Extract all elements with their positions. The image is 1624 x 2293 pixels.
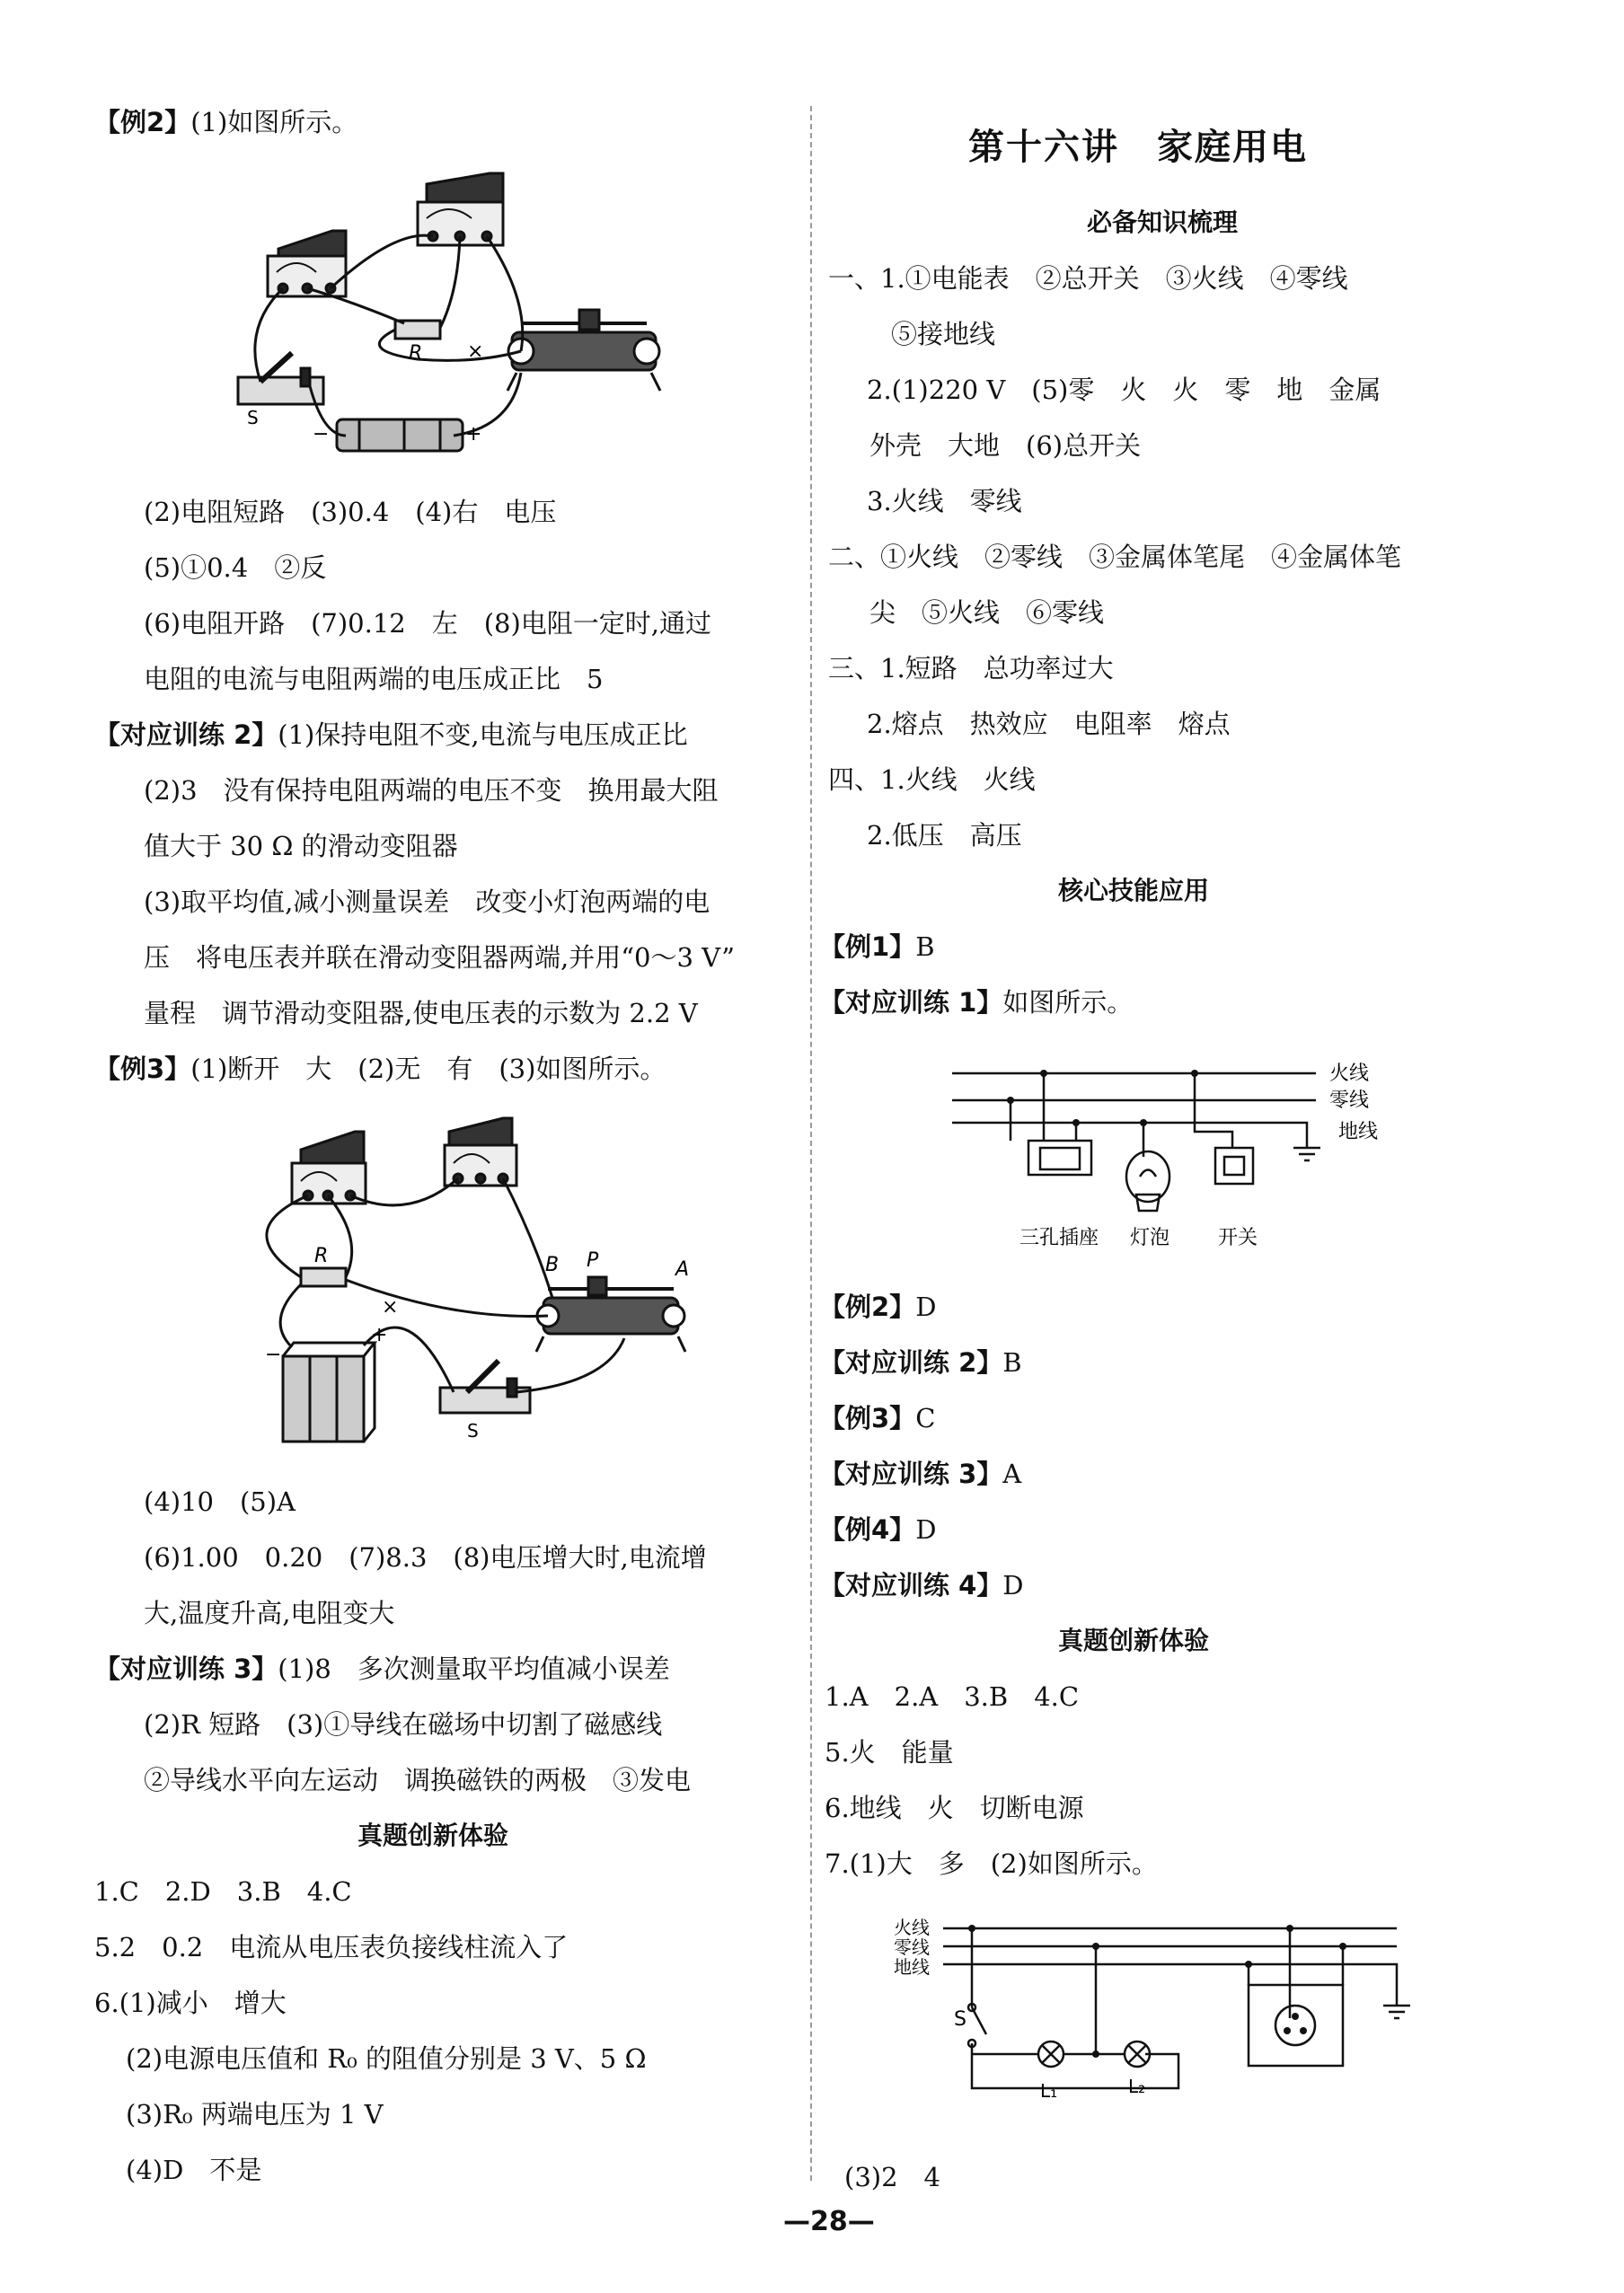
text-line: 值大于 30 Ω 的滑动变阻器 (144, 831, 458, 861)
text-line: 压 将电压表并联在滑动变阻器两端,并用“0～3 V” (144, 942, 735, 973)
text: B (915, 931, 935, 962)
section-heading: 核心技能应用 (1058, 876, 1210, 905)
label: 【例1】 (819, 931, 916, 962)
label: 【例3】 (819, 1403, 916, 1433)
cross-mark: × (467, 340, 484, 363)
ex2-line (94, 104, 357, 140)
text-line: 大,温度升高,电阻变大 (144, 1598, 395, 1628)
text-line: 外壳 大地 (6)总开关 (869, 430, 1142, 461)
minus-sign: − (265, 1344, 282, 1366)
column-divider (810, 106, 812, 2181)
slider-p-label: P (587, 1249, 599, 1272)
text-line: (3)2 4 (844, 2162, 940, 2192)
train4-line (819, 1567, 1024, 1603)
switch-label: 开关 (1218, 1227, 1258, 1249)
ex4-line (819, 1512, 936, 1548)
text-line: 2.低压 高压 (867, 820, 1022, 851)
text-line: (3)R₀ 两端电压为 1 V (126, 2099, 384, 2130)
text-line: 电阻的电流与电阻两端的电压成正比 5 (144, 664, 604, 694)
text-line: 5.2 0.2 电流从电压表负接线柱流入了 (94, 1932, 569, 1962)
text: (1)保持电阻不变,电流与电压成正比 (278, 719, 688, 750)
lamp-l2-label: L₂ (1128, 2076, 1146, 2097)
label: 【对应训练 3】 (819, 1459, 1003, 1489)
label: 【例2】 (819, 1292, 916, 1322)
text-line: 量程 调节滑动变阻器,使电压表的示数为 2.2 V (144, 998, 698, 1028)
ex3-circuit-figure (229, 1114, 714, 1455)
section-heading: 必备知识梳理 (1087, 207, 1239, 237)
text: 如图所示。 (1002, 987, 1134, 1018)
live-wire-label: 火线 (894, 1917, 930, 1938)
ex3-line (819, 1400, 935, 1436)
switch-label: S (247, 407, 259, 428)
text-line: 二、①火线 ②零线 ③金属体笔尾 ④金属体笔 (828, 542, 1402, 572)
label: 【例4】 (819, 1514, 916, 1545)
switch-label: S (467, 1420, 479, 1442)
text-line: 1.C 2.D 3.B 4.C (94, 1876, 352, 1907)
text-line: 四、1.火线 火线 (828, 764, 1036, 795)
text-line: ②导线水平向左运动 调换磁铁的两极 ③发电 (144, 1765, 692, 1795)
ex1-line (819, 929, 935, 965)
resistor-label: R (409, 342, 423, 365)
text-line: 3.火线 零线 (867, 486, 1022, 516)
socket-label: 三孔插座 (1019, 1227, 1099, 1249)
train2-line (94, 717, 688, 753)
label: 【对应训练 4】 (819, 1570, 1003, 1601)
text: A (1002, 1459, 1022, 1489)
ground-wire-label: 地线 (1338, 1121, 1379, 1143)
label: 【对应训练 2】 (819, 1347, 1003, 1378)
live-wire-label: 火线 (1329, 1063, 1370, 1085)
ex3-line (94, 1051, 666, 1087)
text-line: (4)10 (5)A (144, 1486, 296, 1517)
section-heading: 真题创新体验 (1058, 1626, 1210, 1655)
text-line: (2)电阻短路 (3)0.4 (4)右 电压 (144, 497, 557, 527)
label: 【对应训练 2】 (94, 719, 278, 750)
label: 【例3】 (94, 1054, 191, 1084)
train3-line (819, 1456, 1021, 1492)
minus-sign: − (313, 423, 330, 445)
text-line: (2)3 没有保持电阻两端的电压不变 换用最大阻 (144, 775, 719, 806)
text: (1)8 多次测量取平均值减小误差 (278, 1654, 670, 1684)
text: D (915, 1514, 937, 1545)
switch-s-label: S (954, 2008, 966, 2031)
terminal-a-label: A (675, 1258, 690, 1281)
text-line: 1.A 2.A 3.B 4.C (825, 1681, 1080, 1712)
text-line: 三、1.短路 总功率过大 (828, 653, 1114, 683)
lamp-l1-label: L₁ (1040, 2080, 1058, 2102)
train1-line (819, 984, 1133, 1020)
plus-sign: + (465, 423, 482, 445)
text-line: 6.(1)减小 增大 (94, 1988, 287, 2018)
lecture-title: 第十六讲 家庭用电 (968, 126, 1308, 168)
label: 【对应训练 1】 (819, 987, 1003, 1018)
text-line: 6.地线 火 切断电源 (825, 1793, 1084, 1823)
text: (1)断开 大 (2)无 有 (3)如图所示。 (190, 1054, 666, 1084)
text-line: 2.熔点 热效应 电阻率 熔点 (867, 709, 1231, 739)
label: 【对应训练 3】 (94, 1654, 278, 1684)
text: D (1002, 1570, 1024, 1601)
plus-sign: + (371, 1324, 388, 1346)
text: (1)如图所示。 (190, 107, 358, 137)
neutral-wire-label: 零线 (1329, 1089, 1370, 1112)
text-line: 5.火 能量 (825, 1737, 954, 1768)
label: 【例2】 (94, 107, 191, 137)
text-line: (2)R 短路 (3)①导线在磁场中切割了磁感线 (144, 1709, 663, 1740)
text-line: ⑤接地线 (891, 319, 996, 349)
text-line: 7.(1)大 多 (2)如图所示。 (825, 1848, 1158, 1879)
text-line: (3)取平均值,减小测量误差 改变小灯泡两端的电 (144, 886, 710, 917)
resistor-label: R (314, 1245, 329, 1267)
text-line: (6)电阻开路 (7)0.12 左 (8)电阻一定时,通过 (144, 608, 712, 639)
ex2-line (819, 1289, 936, 1325)
terminal-b-label: B (545, 1254, 560, 1276)
text-line: 一、1.①电能表 ②总开关 ③火线 ④零线 (828, 263, 1348, 294)
text: B (1002, 1347, 1022, 1378)
text: C (915, 1403, 936, 1433)
ground-wire-label: 地线 (894, 1956, 930, 1978)
text-line: (2)电源电压值和 R₀ 的阻值分别是 3 V、5 Ω (126, 2043, 647, 2074)
page-number: —28— (783, 2206, 875, 2237)
neutral-wire-label: 零线 (894, 1936, 930, 1958)
cross-mark: × (382, 1296, 399, 1318)
text: D (915, 1292, 937, 1322)
text-line: (6)1.00 0.20 (7)8.3 (8)电压增大时,电流增 (144, 1542, 707, 1573)
train3-line (94, 1651, 670, 1687)
q7-wiring-figure (889, 1909, 1428, 2120)
bulb-label: 灯泡 (1130, 1227, 1170, 1249)
text-line: (5)①0.4 ②反 (144, 552, 327, 583)
train2-line (819, 1345, 1022, 1380)
ex2-circuit-figure (225, 166, 710, 463)
text-line: (4)D 不是 (126, 2155, 262, 2185)
train1-wiring-figure (943, 1051, 1410, 1257)
text-line: 2.(1)220 V (5)零 火 火 零 地 金属 (867, 375, 1381, 405)
text-line: 尖 ⑤火线 ⑥零线 (869, 597, 1105, 628)
section-heading: 真题创新体验 (357, 1821, 509, 1850)
